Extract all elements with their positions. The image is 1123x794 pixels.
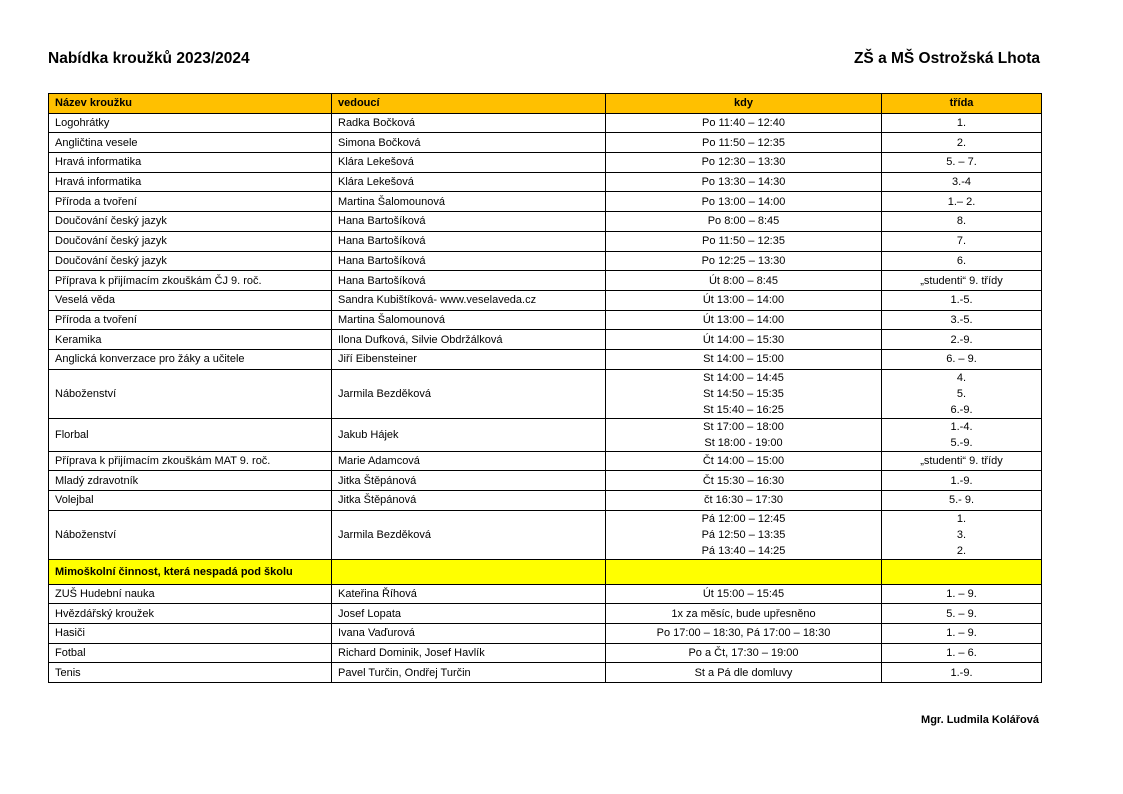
grade-cell-line: 1. – 9.: [946, 588, 977, 601]
table-row: [49, 310, 1042, 330]
grade-cell-line: 2.: [956, 136, 967, 149]
schedule-cell: [606, 510, 882, 559]
club-name-cell: Logohrátky: [49, 113, 332, 133]
grade-cell: [882, 290, 1042, 310]
schedule-cell-line: Pá 12:00 – 12:45: [701, 512, 786, 525]
grade-cell-line: 1. – 6.: [946, 647, 977, 660]
grade-cell-line: 1.-4.: [950, 420, 973, 433]
club-name-cell: Příroda a tvoření: [49, 310, 332, 330]
schedule-cell: [606, 271, 882, 291]
club-name-cell: Hravá informatika: [49, 153, 332, 173]
table-row: [49, 624, 1042, 644]
leader-cell: Simona Bočková: [332, 133, 606, 153]
leader-cell: Ivana Vaďurová: [332, 624, 606, 644]
table-row: [49, 510, 1042, 559]
club-name-cell: Tenis: [49, 663, 332, 683]
table-row: [49, 212, 1042, 232]
schedule-cell-line: Út 8:00 – 8:45: [708, 274, 779, 287]
schedule-cell: [606, 192, 882, 212]
grade-cell-line: 1.-9.: [950, 474, 973, 487]
grade-cell-line: „studenti“ 9. třídy: [920, 274, 1003, 287]
leader-cell: Martina Šalomounová: [332, 310, 606, 330]
grade-cell: [882, 491, 1042, 511]
schedule-cell-line: Po 11:50 – 12:35: [702, 136, 785, 149]
column-header-when: kdy: [606, 94, 882, 114]
grade-cell-line: 1.-9.: [950, 666, 973, 679]
club-name-cell: Fotbal: [49, 643, 332, 663]
schedule-cell-line: St 15:40 – 16:25: [703, 403, 784, 416]
grade-cell: [882, 231, 1042, 251]
schedule-cell-line: Pá 13:40 – 14:25: [701, 544, 786, 557]
document-title: Nabídka kroužků 2023/2024: [48, 50, 250, 67]
club-name-cell: Hravá informatika: [49, 172, 332, 192]
club-name-cell: Náboženství: [49, 369, 332, 418]
grade-cell-line: 1.– 2.: [947, 195, 976, 208]
grade-cell-line: 6.: [956, 254, 967, 267]
grade-cell-line: 6.-9.: [950, 403, 973, 416]
schedule-cell-line: Po 11:40 – 12:40: [702, 117, 785, 130]
schedule-cell: [606, 451, 882, 471]
grade-cell: [882, 133, 1042, 153]
schedule-cell: [606, 251, 882, 271]
leader-cell: Hana Bartošíková: [332, 212, 606, 232]
grade-cell-line: 1.-5.: [950, 294, 973, 307]
grade-cell: [882, 251, 1042, 271]
leader-cell: Pavel Turčin, Ondřej Turčin: [332, 663, 606, 683]
leader-cell: Jitka Štěpánová: [332, 471, 606, 491]
table-header-row: [49, 94, 1042, 114]
grade-cell-line: 8.: [956, 215, 967, 228]
schedule-cell-line: Čt 14:00 – 15:00: [702, 454, 785, 467]
leader-cell: Jarmila Bezděková: [332, 369, 606, 418]
table-row: [49, 231, 1042, 251]
grade-cell: [882, 369, 1042, 418]
schedule-cell: [606, 418, 882, 451]
schedule-cell-line: Pá 12:50 – 13:35: [701, 528, 786, 541]
schedule-cell: [606, 471, 882, 491]
grade-cell-line: 3.-4: [952, 176, 971, 189]
leader-cell: Hana Bartošíková: [332, 251, 606, 271]
schedule-cell-line: Po 12:30 – 13:30: [701, 156, 786, 169]
leader-cell: Richard Dominik, Josef Havlík: [332, 643, 606, 663]
grade-cell-line: 5.-9.: [950, 436, 973, 449]
table-row: [49, 153, 1042, 173]
grade-cell: [882, 510, 1042, 559]
leader-cell: Klára Lekešová: [332, 172, 606, 192]
table-row: [49, 172, 1042, 192]
leader-cell: Jakub Hájek: [332, 418, 606, 451]
schedule-cell-line: Út 13:00 – 14:00: [702, 313, 785, 326]
schedule-cell-line: Út 14:00 – 15:30: [702, 333, 785, 346]
section-empty-cell: [606, 559, 882, 584]
schedule-cell-line: Po 8:00 – 8:45: [707, 215, 780, 228]
schedule-cell: [606, 643, 882, 663]
schedule-cell: [606, 663, 882, 683]
grade-cell: [882, 349, 1042, 369]
club-name-cell: Příprava k přijímacím zkouškám ČJ 9. roč.: [49, 271, 332, 291]
table-row: [49, 330, 1042, 350]
table-row: [49, 113, 1042, 133]
schedule-cell-line: Út 15:00 – 15:45: [702, 588, 785, 601]
club-name-cell: Angličtina vesele: [49, 133, 332, 153]
table-row: [49, 271, 1042, 291]
schedule-cell: [606, 604, 882, 624]
grade-cell-line: 3.: [956, 528, 967, 541]
table-row: [49, 369, 1042, 418]
schedule-cell-line: Po a Čt, 17:30 – 19:00: [688, 647, 799, 660]
grade-cell-line: „studenti“ 9. třídy: [920, 454, 1003, 467]
club-name-cell: Volejbal: [49, 491, 332, 511]
clubs-table: [48, 93, 1042, 683]
school-name: ZŠ a MŠ Ostrožská Lhota: [853, 50, 1040, 67]
grade-cell: [882, 271, 1042, 291]
grade-cell-line: 1.: [956, 117, 967, 130]
club-name-cell: Keramika: [49, 330, 332, 350]
schedule-cell: [606, 330, 882, 350]
schedule-cell-line: Čt 15:30 – 16:30: [702, 474, 785, 487]
grade-cell-line: 5. – 7.: [946, 156, 977, 169]
grade-cell: [882, 604, 1042, 624]
leader-cell: Hana Bartošíková: [332, 231, 606, 251]
grade-cell: [882, 113, 1042, 133]
club-name-cell: Florbal: [49, 418, 332, 451]
table-row: [49, 251, 1042, 271]
grade-cell-line: 3.-5.: [950, 313, 973, 326]
grade-cell-line: 5.: [956, 387, 967, 400]
table-row: [49, 471, 1042, 491]
section-empty-cell: [332, 559, 606, 584]
leader-cell: Jitka Štěpánová: [332, 491, 606, 511]
schedule-cell: [606, 133, 882, 153]
grade-cell: [882, 584, 1042, 604]
leader-cell: Radka Bočková: [332, 113, 606, 133]
schedule-cell: [606, 584, 882, 604]
grade-cell-line: 6. – 9.: [946, 353, 977, 366]
grade-cell-line: 5. – 9.: [946, 607, 977, 620]
table-row: [49, 290, 1042, 310]
club-name-cell: Náboženství: [49, 510, 332, 559]
grade-cell-line: 5.- 9.: [948, 494, 975, 507]
column-header-leader: vedoucí: [332, 94, 606, 114]
column-header-name: Název kroužku: [49, 94, 332, 114]
club-name-cell: Mladý zdravotník: [49, 471, 332, 491]
grade-cell: [882, 153, 1042, 173]
schedule-cell-line: St 14:50 – 15:35: [703, 387, 784, 400]
schedule-cell-line: St 14:00 – 14:45: [703, 371, 784, 384]
leader-cell: Kateřina Říhová: [332, 584, 606, 604]
schedule-cell-line: Po 13:30 – 14:30: [701, 176, 786, 189]
schedule-cell-line: St 14:00 – 15:00: [703, 353, 784, 366]
table-body: [49, 113, 1042, 682]
leader-cell: Sandra Kubištíková- www.veselaveda.cz: [332, 290, 606, 310]
leader-cell: Jiří Eibensteiner: [332, 349, 606, 369]
schedule-cell: [606, 310, 882, 330]
grade-cell: [882, 624, 1042, 644]
section-header-row: [49, 559, 1042, 584]
grade-cell-line: 1.: [956, 512, 967, 525]
schedule-cell-line: Út 13:00 – 14:00: [702, 294, 785, 307]
schedule-cell-line: St a Pá dle domluvy: [694, 666, 793, 679]
grade-cell: [882, 330, 1042, 350]
leader-cell: Josef Lopata: [332, 604, 606, 624]
schedule-cell: [606, 349, 882, 369]
leader-cell: Marie Adamcová: [332, 451, 606, 471]
grade-cell-line: 4.: [956, 371, 967, 384]
grade-cell: [882, 212, 1042, 232]
club-name-cell: ZUŠ Hudební nauka: [49, 584, 332, 604]
schedule-cell: [606, 113, 882, 133]
leader-cell: Klára Lekešová: [332, 153, 606, 173]
table-row: [49, 663, 1042, 683]
grade-cell-line: 7.: [956, 235, 967, 248]
table-row: [49, 418, 1042, 451]
grade-cell-line: 1. – 9.: [946, 627, 977, 640]
grade-cell: [882, 310, 1042, 330]
table-row: [49, 491, 1042, 511]
schedule-cell-line: Po 12:25 – 13:30: [701, 254, 786, 267]
schedule-cell: [606, 290, 882, 310]
grade-cell-line: 2.-9.: [950, 333, 973, 346]
grade-cell: [882, 192, 1042, 212]
table-row: [49, 584, 1042, 604]
schedule-cell: [606, 231, 882, 251]
table-row: [49, 349, 1042, 369]
schedule-cell-line: Po 13:00 – 14:00: [701, 195, 786, 208]
club-name-cell: Příroda a tvoření: [49, 192, 332, 212]
club-name-cell: Příprava k přijímacím zkouškám MAT 9. roč.: [49, 451, 332, 471]
schedule-cell: [606, 172, 882, 192]
table-row: [49, 133, 1042, 153]
club-name-cell: Anglická konverzace pro žáky a učitele: [49, 349, 332, 369]
schedule-cell: [606, 153, 882, 173]
schedule-cell: [606, 491, 882, 511]
schedule-cell-line: čt 16:30 – 17:30: [704, 494, 783, 507]
grade-cell: [882, 471, 1042, 491]
table-row: [49, 192, 1042, 212]
schedule-cell: [606, 369, 882, 418]
column-header-class: třída: [882, 94, 1042, 114]
schedule-cell-line: 1x za měsíc, bude upřesněno: [671, 607, 816, 620]
leader-cell: Hana Bartošíková: [332, 271, 606, 291]
club-name-cell: Doučování český jazyk: [49, 212, 332, 232]
schedule-cell-line: St 18:00 - 19:00: [704, 436, 783, 449]
leader-cell: Jarmila Bezděková: [332, 510, 606, 559]
grade-cell: [882, 172, 1042, 192]
table-row: [49, 604, 1042, 624]
schedule-cell-line: St 17:00 – 18:00: [703, 420, 784, 433]
club-name-cell: Doučování český jazyk: [49, 231, 332, 251]
grade-cell: [882, 418, 1042, 451]
club-name-cell: Doučování český jazyk: [49, 251, 332, 271]
grade-cell: [882, 451, 1042, 471]
club-name-cell: Hvězdářský kroužek: [49, 604, 332, 624]
grade-cell: [882, 643, 1042, 663]
schedule-cell-line: Po 17:00 – 18:30, Pá 17:00 – 18:30: [656, 627, 831, 640]
schedule-cell: [606, 624, 882, 644]
signature: Mgr. Ludmila Kolářová: [921, 714, 1039, 726]
schedule-cell: [606, 212, 882, 232]
table-row: [49, 643, 1042, 663]
grade-cell-line: 2.: [956, 544, 967, 557]
table-row: [49, 451, 1042, 471]
club-name-cell: Hasiči: [49, 624, 332, 644]
section-title: Mimoškolní činnost, která nespadá pod školu: [49, 559, 332, 584]
leader-cell: Ilona Dufková, Silvie Obdržálková: [332, 330, 606, 350]
grade-cell: [882, 663, 1042, 683]
schedule-cell-line: Po 11:50 – 12:35: [702, 235, 785, 248]
leader-cell: Martina Šalomounová: [332, 192, 606, 212]
section-empty-cell: [882, 559, 1042, 584]
club-name-cell: Veselá věda: [49, 290, 332, 310]
